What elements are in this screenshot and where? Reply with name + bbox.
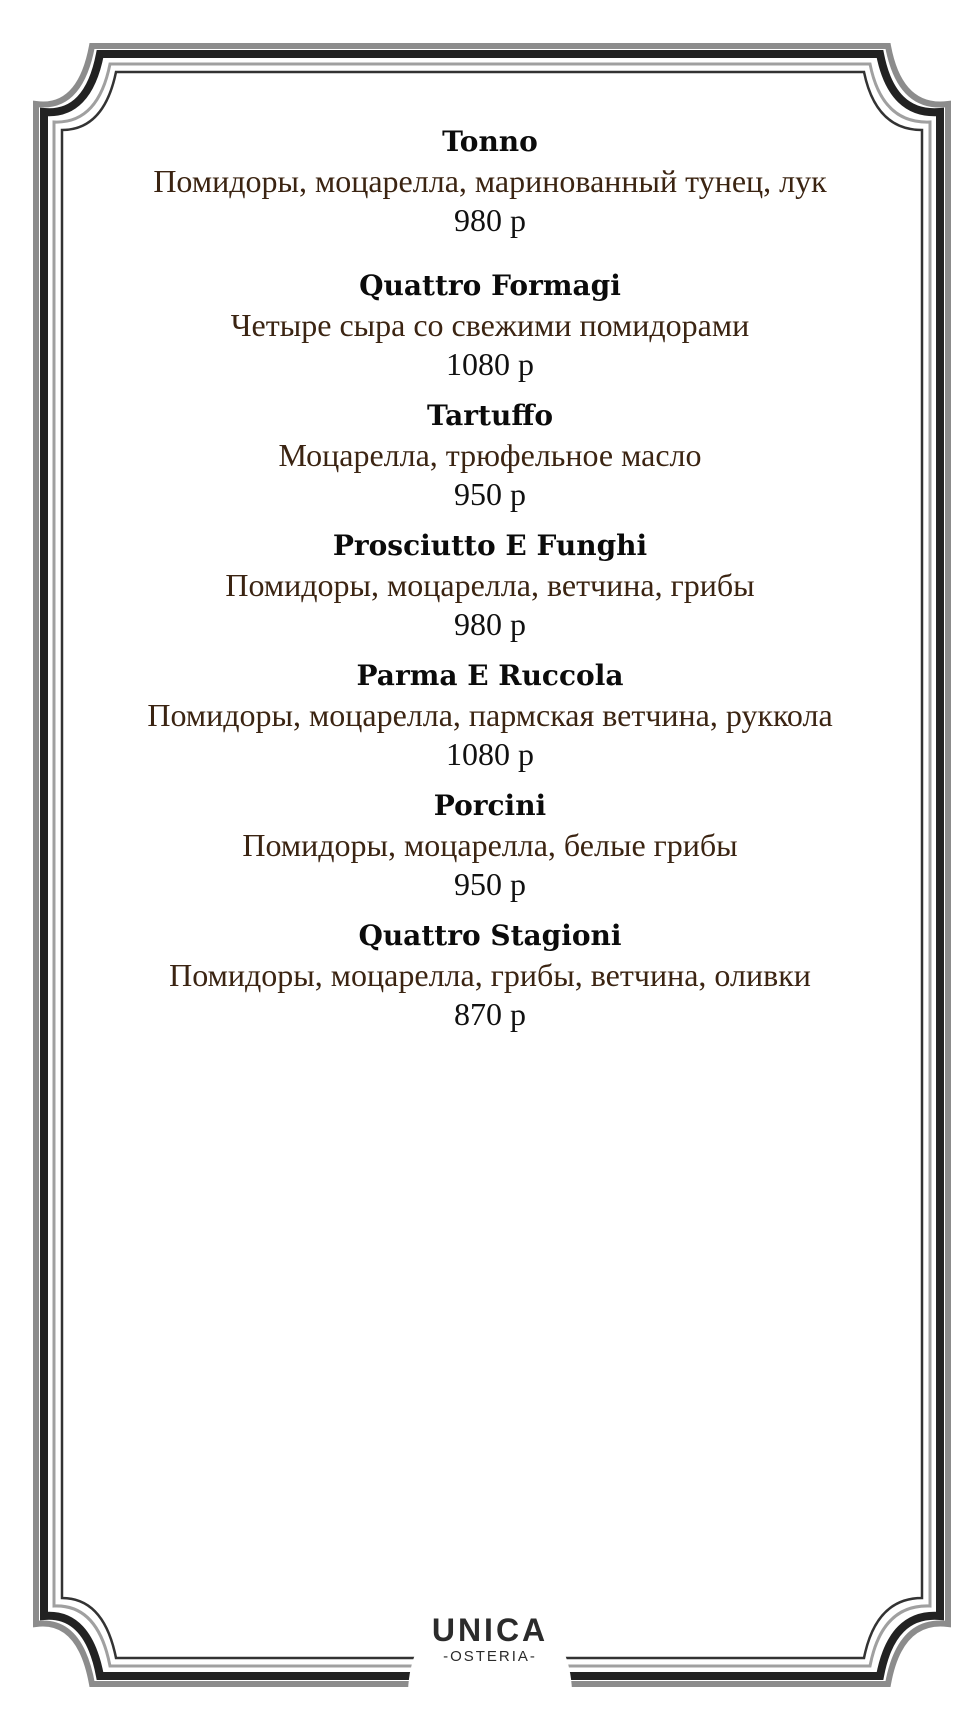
menu-item-price: 950 р (454, 866, 526, 902)
pizza-menu-list (60, 122, 920, 1034)
menu-item-description: Помидоры, моцарелла, грибы, ветчина, оливки (169, 957, 811, 993)
logo-brand-text: UNICA (431, 1612, 549, 1648)
menu-item-description: Помидоры, моцарелла, маринованный тунец, лук (153, 163, 827, 199)
menu-item-name: Tartuffo (427, 399, 553, 432)
menu-item (60, 786, 920, 904)
menu-item-description: Помидоры, моцарелла, ветчина, грибы (225, 567, 755, 603)
menu-item (60, 396, 920, 514)
menu-item-price: 980 р (454, 202, 526, 238)
menu-item (60, 916, 920, 1034)
menu-item-name: Quattro Formagi (359, 269, 621, 302)
menu-item-price: 950 р (454, 476, 526, 512)
menu-item-name: Parma E Ruccola (356, 659, 624, 692)
menu-item-name: Porcini (433, 789, 547, 822)
menu-item-description: Помидоры, моцарелла, белые грибы (242, 827, 738, 863)
menu-item-description: Четыре сыра со свежими помидорами (230, 307, 750, 343)
menu-item-price: 1080 р (446, 346, 534, 382)
menu-item-description: Помидоры, моцарелла, пармская ветчина, руккола (147, 697, 833, 733)
menu-item-price: 1080 р (446, 736, 534, 772)
restaurant-logo (412, 1612, 568, 1666)
menu-item (60, 656, 920, 774)
menu-item-name: Tonno (442, 125, 538, 158)
menu-item-price: 870 р (454, 996, 526, 1032)
menu-item-description: Моцарелла, трюфельное масло (278, 437, 702, 473)
menu-item-name: Prosciutto E Funghi (332, 529, 648, 562)
logo-sub-text: -OSTERIA- (443, 1648, 537, 1665)
menu-item (60, 526, 920, 644)
menu-item-price: 980 р (454, 606, 526, 642)
menu-item (60, 122, 920, 240)
menu-item (60, 266, 920, 384)
menu-item-name: Quattro Stagioni (358, 919, 622, 952)
